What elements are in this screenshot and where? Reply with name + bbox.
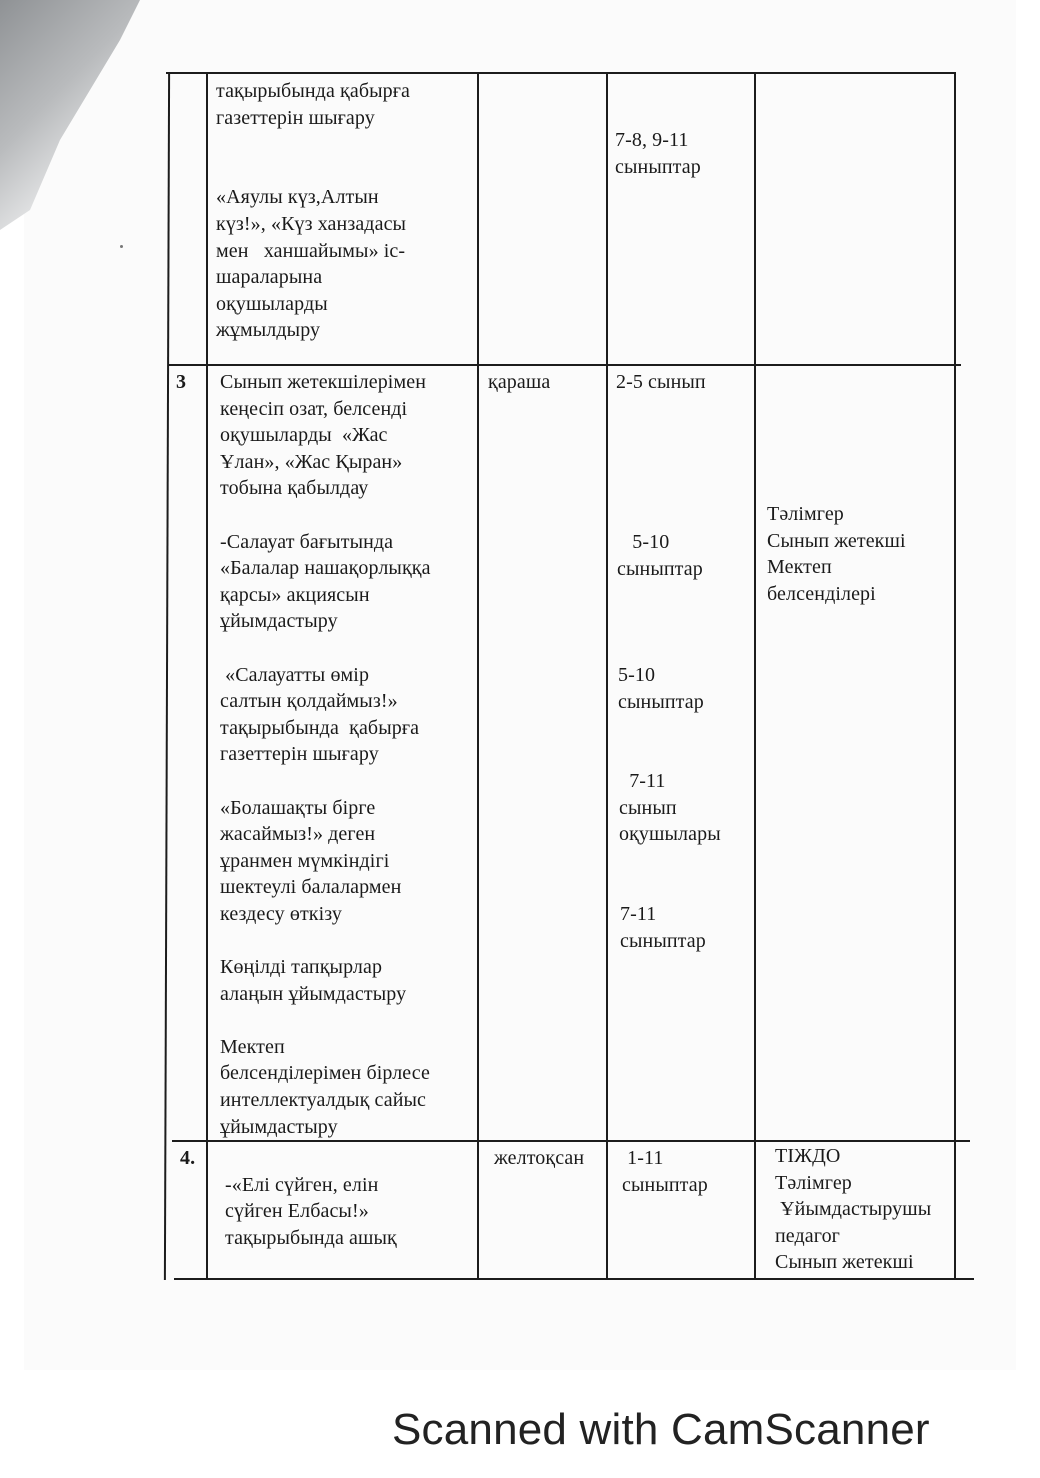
event-line: салтын қолдаймыз!» [220,690,398,713]
event-cell [220,369,431,1140]
participants-group [619,768,721,848]
event-line: жасаймыз!» деген [220,823,376,846]
participants-group [618,662,704,715]
event-line: тобына қабылдау [220,477,369,500]
participants-line: 7-11 [620,903,657,925]
scanner-watermark: Scanned with CamScanner [392,1405,930,1454]
table-border-top [166,72,954,74]
responsible-line: Сынып жетекші [775,1251,914,1274]
participants-line: 7-8, 9-11 [615,129,689,151]
participants-line: сынып [619,796,677,819]
month-cell: желтоқсан [494,1147,585,1169]
participants-group [617,529,703,582]
event-line: «Болашақты бірге [220,796,376,819]
responsible-line: педагог [775,1224,840,1247]
responsible-line: ТІЖДО [775,1145,841,1167]
participants-group [616,369,706,396]
responsible-line: Мектеп [767,556,832,579]
event-line: қарсы» акциясын [220,583,370,606]
event-line: шараларына [216,266,323,289]
event-cell [216,78,410,344]
participants-line: сыныптар [622,1173,708,1196]
event-line: оқушыларды «Жас [220,424,388,447]
col-divider-2 [477,72,479,1280]
participants-cell [615,127,701,180]
responsible-line: Тәлімгер [775,1171,852,1194]
event-line [220,502,431,529]
event-line: белсенділерімен бірлесе [220,1062,430,1085]
event-line: ұйымдастыру [220,610,338,633]
event-line: Көңілді тапқырлар [220,956,383,979]
row-divider-1 [168,364,961,366]
event-line: күз!», «Күз ханзадасы [216,212,407,235]
event-line: «Аяулы күз,Алтын [216,186,379,209]
participants-line: сыныптар [618,690,704,713]
event-line: алаңын ұйымдастыру [220,982,407,1005]
participants-line: 5-10 [617,531,670,553]
event-line [220,927,431,954]
responsible-line: Сынып жетекші [767,529,906,552]
event-line: тақырыбында ашық [225,1226,397,1249]
event-line: мен ханшайымы» іс- [216,239,406,262]
participants-line: 5-10 [618,664,656,686]
participants-line: сыныптар [615,155,701,178]
scan-speck [120,245,123,248]
event-line: кеңесіп озат, белсенді [220,397,408,420]
event-line: «Балалар нашақорлыққа [220,557,431,580]
event-line: оқушыларды [216,292,328,315]
participants-cell [622,1145,708,1198]
col-divider-1 [206,72,208,1280]
table-border-bottom [174,1278,974,1280]
event-line: ұйымдастыру [220,1115,338,1138]
participants-line: 7-11 [619,770,666,792]
event-line: сүйген Елбасы!» [225,1200,369,1223]
responsible-line: Тәлімгер [767,503,844,525]
responsible-line: белсенділері [767,582,876,605]
event-line: Мектеп [220,1035,285,1058]
event-line: тақырыбында қабырға [220,716,420,739]
event-line [216,131,410,158]
event-line [220,768,431,795]
row-number: 4. [180,1147,196,1169]
event-line [225,1145,397,1172]
event-line [216,158,410,185]
responsible-line: Ұйымдастырушы [775,1198,932,1221]
event-line: газеттерін шығару [216,106,375,129]
event-line: тақырыбында қабырға [216,80,411,102]
event-line: кездесу өткізу [220,902,342,925]
responsible-cell [775,1143,931,1276]
participants-line: сыныптар [617,557,703,580]
col-divider-3 [606,72,608,1280]
event-line: шектеулі балалармен [220,876,402,899]
event-line: интеллектуалдық сайыс [220,1089,427,1112]
col-border-right [954,72,956,1280]
event-line [220,1007,431,1034]
event-line: газеттерін шығару [220,743,379,766]
event-line: -«Елі сүйген, елін [225,1173,379,1196]
participants-line: 1-11 [622,1147,664,1169]
row-divider-2 [172,1140,970,1142]
event-line: Сынып жетекшілерімен [220,371,426,393]
row-number: 3 [176,371,187,393]
event-line: ұранмен мүмкіндігі [220,849,390,872]
event-line: Ұлан», «Жас Қыран» [220,450,403,473]
event-cell [225,1145,397,1251]
responsible-cell [767,501,906,607]
month-cell: қараша [488,371,551,393]
col-divider-4 [754,72,756,1280]
participants-line: сыныптар [620,929,706,952]
participants-line: оқушылары [619,823,721,846]
event-line: жұмылдыру [216,319,321,342]
participants-group [620,901,706,954]
event-line [220,635,431,662]
event-line: -Салауат бағытында [220,530,394,553]
participants-line: 2-5 сынып [616,371,706,393]
event-line: «Салауатты өмір [220,663,370,686]
